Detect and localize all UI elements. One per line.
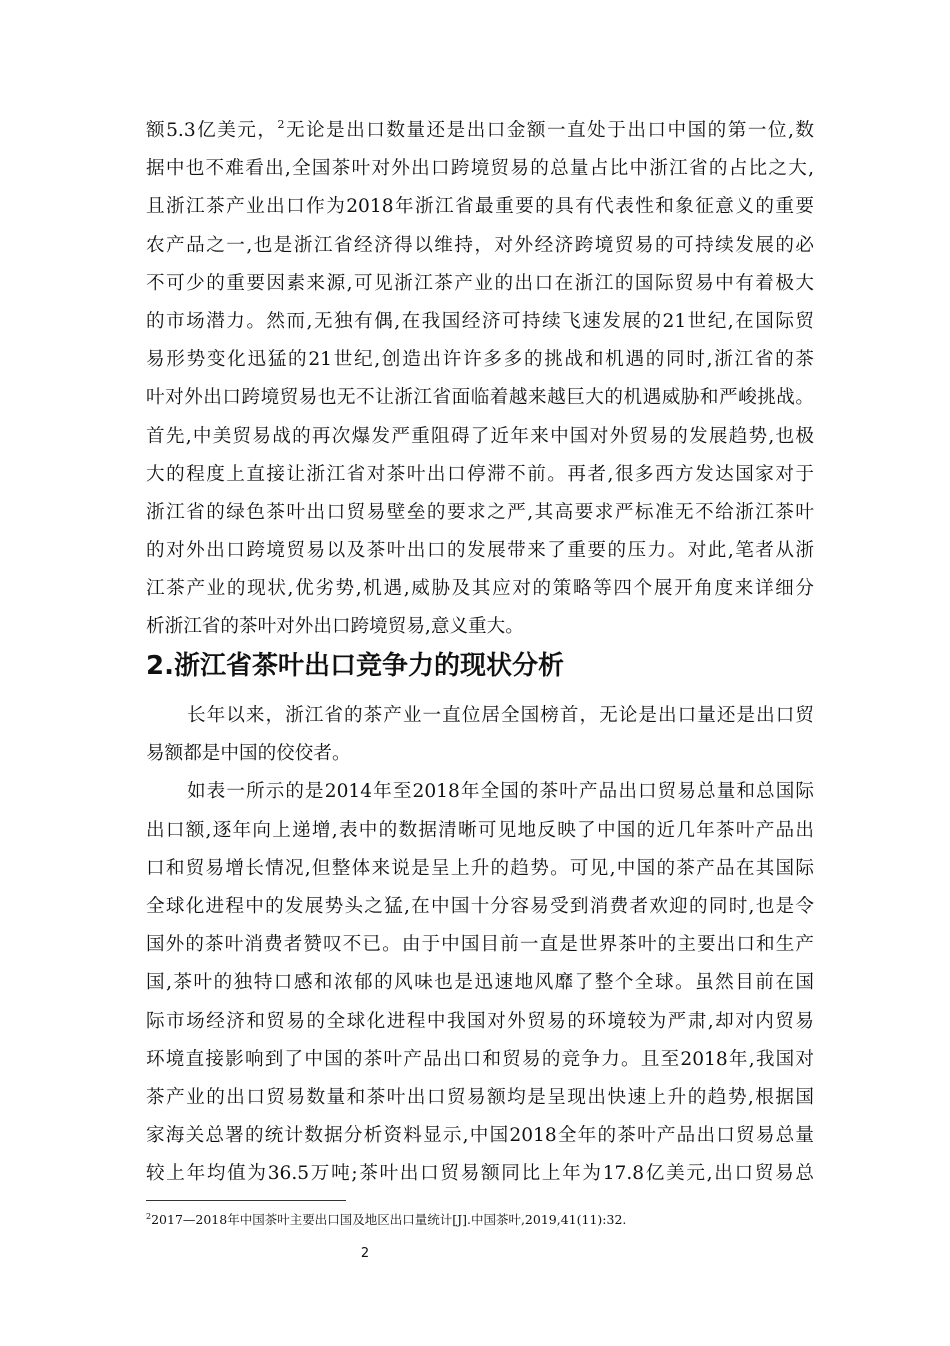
page-number: 2 — [360, 1246, 370, 1261]
text-line: 叶对外出口跨境贸易也无不让浙江省面临着越来越巨大的机遇威胁和严峻挑战。 — [146, 387, 814, 409]
text-line: 出口额,逐年向上递增,表中的数据清晰可见地反映了中国的近几年茶叶产品出 — [146, 819, 814, 841]
text-line: 易形势变化迅猛的21世纪,创造出许许多多的挑战和机遇的同时,浙江省的茶 — [146, 349, 814, 371]
text-line: 浙江省的绿色茶叶出口贸易壁垒的要求之严,其高要求严标准无不给浙江茶叶 — [146, 501, 814, 523]
text-line: 茶产业的出口贸易数量和茶叶出口贸易额均是呈现出快速上升的趋势,根据国 — [146, 1086, 814, 1108]
text-line: 析浙江省的茶叶对外出口跨境贸易,意义重大。 — [146, 616, 524, 638]
text-line: 全球化进程中的发展势头之猛,在中国十分容易受到消费者欢迎的同时,也是令 — [146, 895, 814, 917]
footnote-text: 2017—2018年中国茶叶主要出口国及地区出口量统计[J].中国茶叶,2019,41(11):32. — [151, 1212, 627, 1227]
footnote-reference[interactable]: 2 — [277, 118, 285, 131]
footnote-divider — [146, 1200, 346, 1201]
text-line: 的市场潜力。然而,无独有偶,在我国经济可持续飞速发展的21世纪,在国际贸 — [146, 310, 814, 332]
text-line: 较上年均值为36.5万吨;茶叶出口贸易额同比上年为17.8亿美元,出口贸易总 — [146, 1163, 814, 1185]
text-line: 长年以来，浙江省的茶产业一直位居全国榜首，无论是出口量还是出口贸 — [187, 705, 814, 726]
text-line: 环境直接影响到了中国的茶叶产品出口和贸易的竞争力。且至2018年,我国对 — [146, 1048, 814, 1070]
paragraph-intro-continued — [146, 112, 814, 647]
text-line: 首先,中美贸易战的再次爆发严重阻碍了近年来中国对外贸易的发展趋势,也极 — [146, 425, 814, 447]
section-heading: 2.浙江省茶叶出口竞争力的现状分析 — [146, 651, 564, 681]
text-line: 且浙江茶产业出口作为2018年浙江省最重要的具有代表性和象征意义的重要 — [146, 196, 814, 218]
text-line: 额5.3亿美元，$^2$无论是出口数量还是出口金额一直处于出口中国的第一位,数 — [146, 118, 814, 141]
footnote-number: 2 — [146, 1212, 152, 1221]
footnote — [146, 1211, 626, 1229]
text-line: 江茶产业的现状,优劣势,机遇,威胁及其应对的策略等四个展开角度来详细分 — [146, 578, 814, 600]
text-line: 际市场经济和贸易的全球化进程中我国对外贸易的环境较为严肃,却对内贸易 — [146, 1010, 814, 1032]
text-line: 如表一所示的是2014年至2018年全国的茶叶产品出口贸易总量和总国际 — [187, 781, 814, 803]
text-line: 据中也不难看出,全国茶叶对外出口跨境贸易的总量占比中浙江省的占比之大, — [146, 158, 814, 180]
text-line: 易额都是中国的佼佼者。 — [146, 743, 351, 765]
text-line: 国外的茶叶消费者赞叹不已。由于中国目前一直是世界茶叶的主要出口和生产 — [146, 934, 814, 956]
text-line: 的对外出口跨境贸易以及茶叶出口的发展带来了重要的压力。对此,笔者从浙 — [146, 540, 814, 562]
text-line: 口和贸易增长情况,但整体来说是呈上升的趋势。可见,中国的茶产品在其国际 — [146, 857, 814, 879]
text-line: 大的程度上直接让浙江省对茶叶出口停滞不前。再者,很多西方发达国家对于 — [146, 463, 814, 485]
text-line: 家海关总署的统计数据分析资料显示,中国2018全年的茶叶产品出口贸易总量 — [146, 1125, 814, 1147]
text-line: 农产品之一,也是浙江省经济得以维持，对外经济跨境贸易的可持续发展的必 — [146, 234, 814, 256]
paragraph-section-body — [146, 697, 814, 1193]
text-line: 国,茶叶的独特口感和浓郁的风味也是迅速地风靡了整个全球。虽然目前在国 — [146, 972, 814, 994]
text-line: 不可少的重要因素来源,可见浙江茶产业的出口在浙江的国际贸易中有着极大 — [146, 272, 814, 294]
